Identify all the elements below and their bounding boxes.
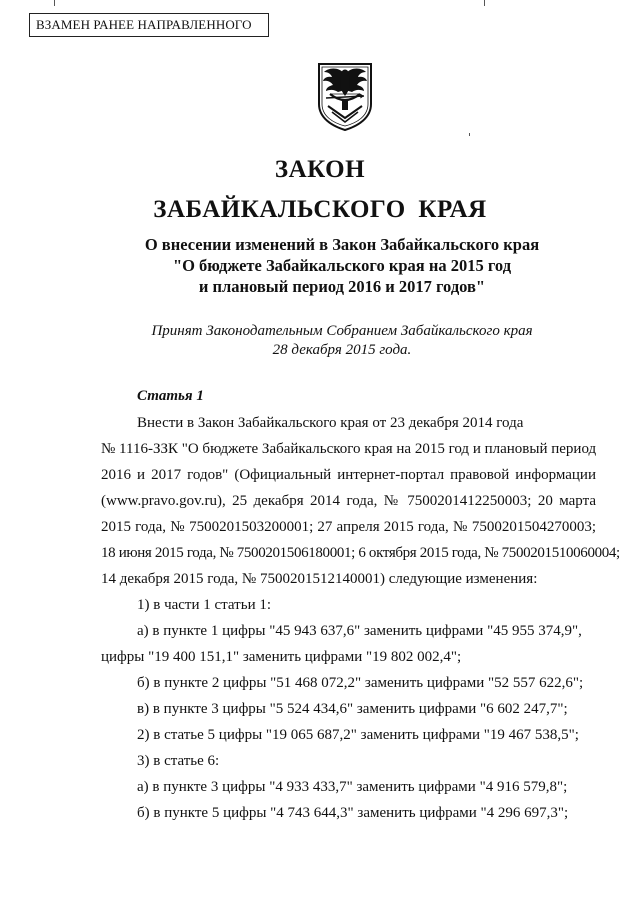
article-text-line: № 1116-ЗЗК "О бюджете Забайкальского края на 2015 год и плановый период: [101, 441, 597, 457]
article-text-line: 18 июня 2015 года, № 7500201506180001; 6 октября 2015 года, № 7500201510060004;: [101, 545, 620, 561]
coat-of-arms-icon: [316, 60, 374, 132]
scan-artifact: [469, 133, 470, 136]
document-title: ЗАКОН: [274, 156, 366, 183]
article-text-line: 2015 года, № 7500201503200001; 27 апреля 2015 года, № 7500201504270003;: [101, 519, 596, 535]
article-text-line: в) в пункте 3 цифры "5 524 434,6" заменить цифрами "6 602 247,7";: [137, 701, 568, 717]
stamp-label: ВЗАМЕН РАНЕЕ НАПРАВЛЕННОГО: [29, 13, 269, 37]
adoption-note: Принят Законодательным Собранием Забайкальского края: [151, 323, 533, 339]
article-text-line: а) в пункте 1 цифры "45 943 637,6" заменить цифрами "45 955 374,9",: [137, 623, 582, 639]
article-text-line: 2) в статье 5 цифры "19 065 687,2" заменить цифрами "19 467 538,5";: [137, 727, 579, 743]
article-text-line: 3) в статье 6:: [137, 753, 220, 769]
article-text-line: (www.pravo.gov.ru), 25 декабря 2014 года, № 7500201412250003; 20 марта: [101, 493, 596, 509]
document-subtitle-line: О внесении изменений в Закон Забайкальского края: [144, 235, 540, 254]
document-subtitle-line: и плановый период 2016 и 2017 годов": [198, 277, 486, 296]
document-subtitle-line: "О бюджете Забайкальского края на 2015 год: [172, 256, 512, 275]
article-text-line: б) в пункте 5 цифры "4 743 644,3" заменить цифрами "4 296 697,3";: [137, 805, 569, 821]
scan-artifact: [54, 0, 55, 6]
article-text-line: б) в пункте 2 цифры "51 468 072,2" заменить цифрами "52 557 622,6";: [137, 675, 584, 691]
article-heading: Статья 1: [137, 388, 204, 404]
article-text-line: 1) в части 1 статьи 1:: [137, 597, 272, 613]
document-title-region: ЗАБАЙКАЛЬСКОГО КРАЯ: [153, 196, 487, 223]
article-text-line: 2016 и 2017 годов" (Официальный интернет-портал правовой информации: [101, 467, 596, 483]
adoption-date: 28 декабря 2015 года.: [272, 342, 412, 358]
article-text-line: а) в пункте 3 цифры "4 933 433,7" заменить цифрами "4 916 579,8";: [137, 779, 568, 795]
article-text-line: 14 декабря 2015 года, № 7500201512140001) следующие изменения:: [101, 571, 538, 587]
article-text-line: Внести в Закон Забайкальского края от 23 декабря 2014 года: [137, 415, 524, 431]
scan-artifact: [484, 0, 485, 6]
article-text-line: цифры "19 400 151,1" заменить цифрами "19 802 002,4";: [101, 649, 462, 665]
